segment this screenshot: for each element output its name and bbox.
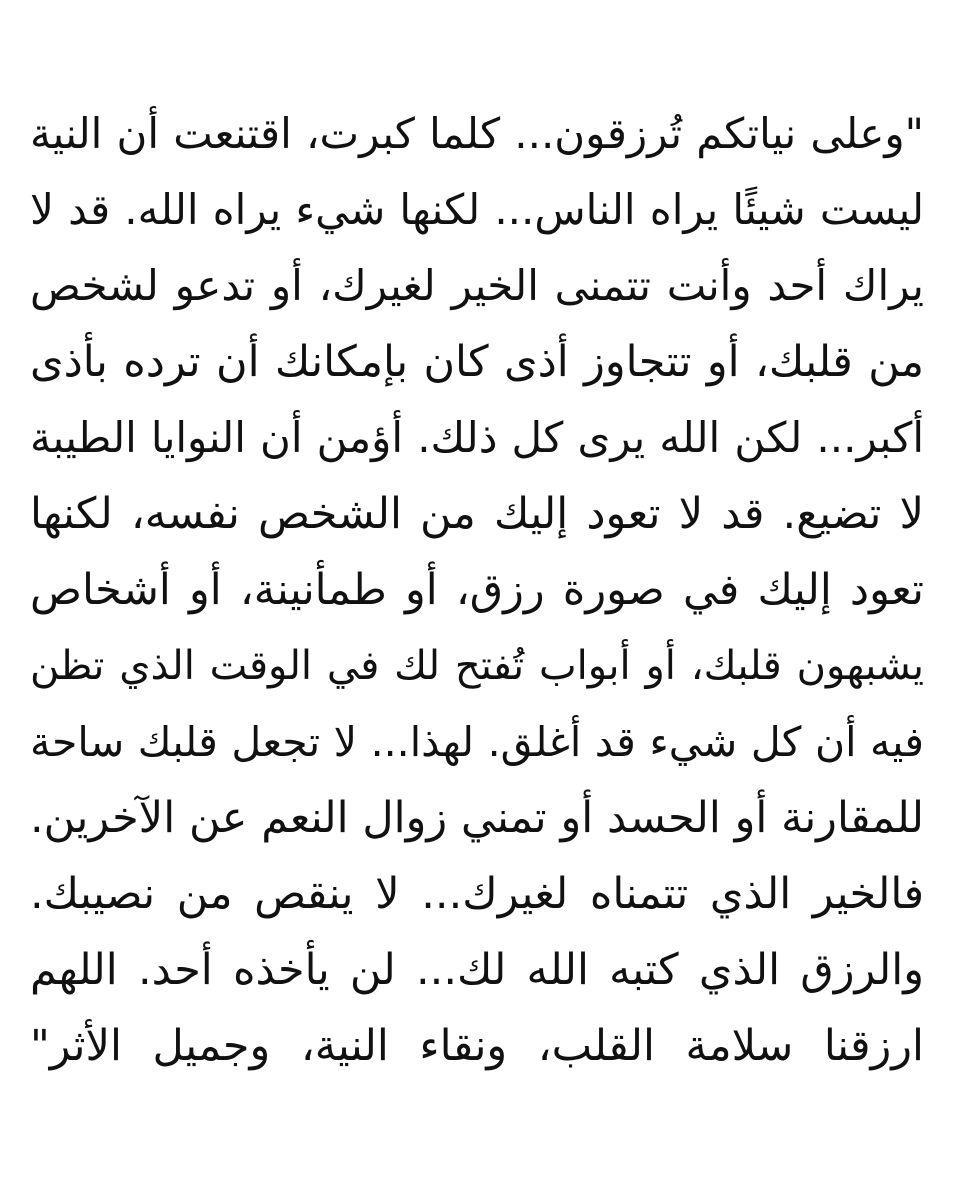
text-line: فيه أن كل شيء قد أغلق. لهذا... لا تجعل قلبك ساحة (30, 718, 924, 766)
quote-text (30, 96, 924, 1084)
text-line: من قلبك، أو تتجاوز أذى كان بإمكانك أن ترده بأذى (30, 337, 924, 387)
text-line: يشبهون قلبك، أو أبواب تُفتح لك في الوقت الذي تظن (30, 643, 924, 689)
text-line: ليست شيئًا يراه الناس... لكنها شيء يراه الله. قد لا (30, 185, 924, 234)
text-line: والرزق الذي كتبه الله لك... لن يأخذه أحد. اللهم (30, 945, 924, 995)
text-line: لا تضيع. قد لا تعود إليك من الشخص نفسه، لكنها (30, 489, 924, 539)
text-line: فالخير الذي تتمناه لغيرك... لا ينقص من نصيبك. (30, 869, 924, 919)
text-line: تعود إليك في صورة رزق، أو طمأنينة، أو أشخاص (30, 565, 924, 615)
text-line: ارزقنا سلامة القلب، ونقاء النية، وجميل الأثر" (30, 1021, 924, 1071)
text-line: للمقارنة أو الحسد أو تمني زوال النعم عن الآخرين. (30, 793, 924, 843)
text-line: أكبر... لكن الله يرى كل ذلك. أؤمن أن النوايا الطيبة (30, 413, 924, 462)
text-line: "وعلى نياتكم تُرزقون... كلما كبرت، اقتنعت أن النية (30, 109, 924, 158)
text-line: يراك أحد وأنت تتمنى الخير لغيرك، أو تدعو لشخص (30, 261, 924, 310)
